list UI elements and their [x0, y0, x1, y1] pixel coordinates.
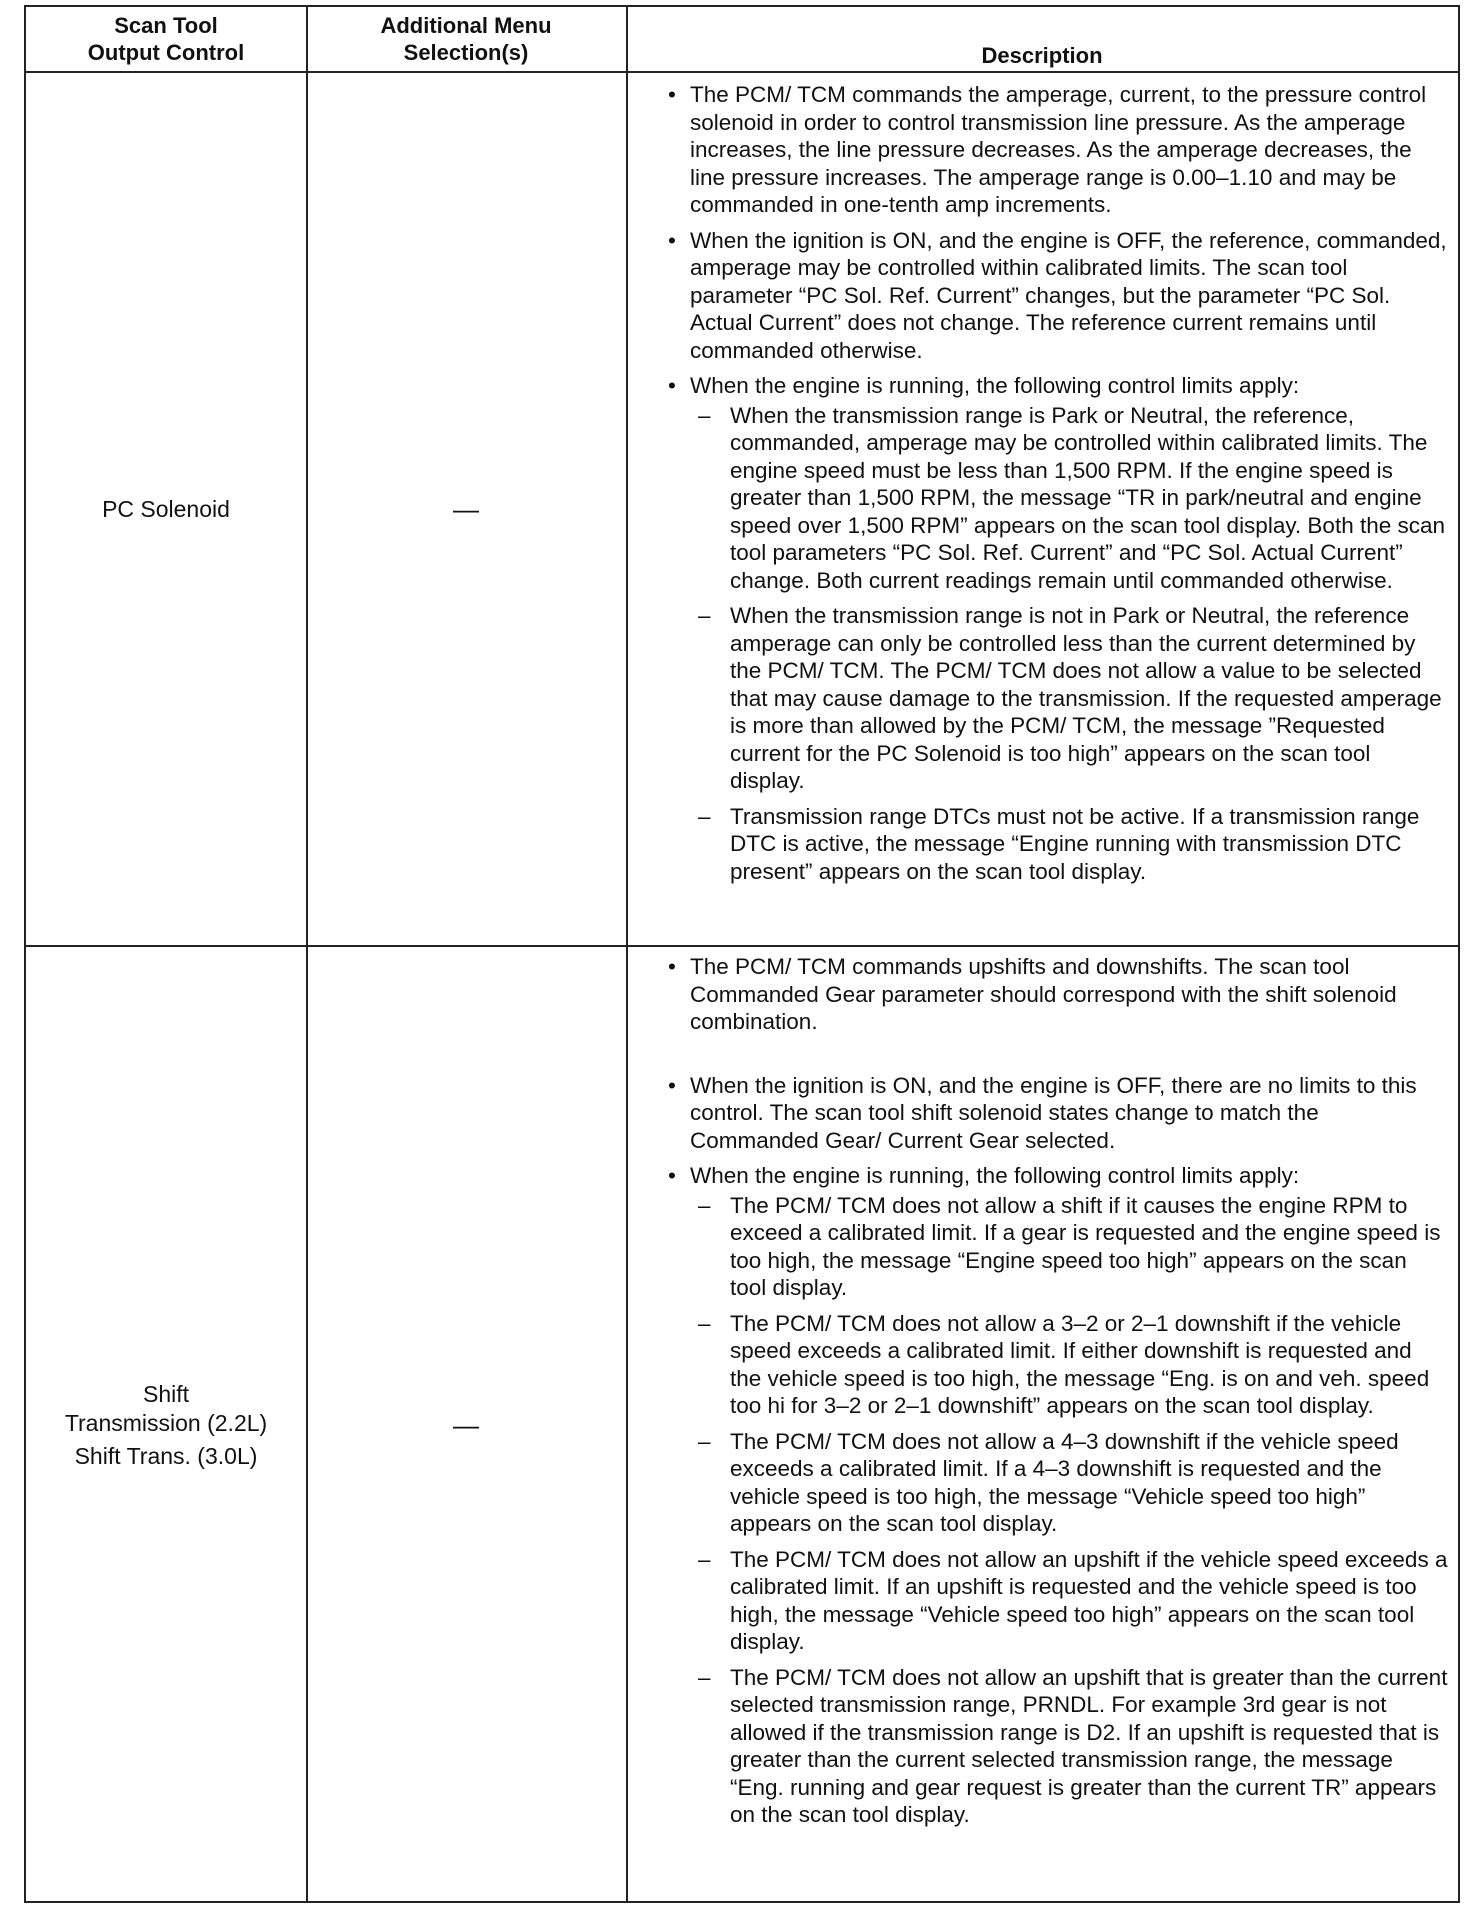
row1-sub-1-text: When the transmission range is Park or Neutral, the reference, commanded, amperage may be controlled within calibrated limits. The engine speed must be less than 1,500 RPM. If the engine speed is greater than 1,500 RPM, the message “TR in park/neutral and engine speed over 1,500 RPM” appears on the scan tool display. Both the scan tool parameters “PC Sol. Ref. Current” and “PC Sol. Actual Current” change. Both current readings remain until commanded otherwise. — [730, 402, 1446, 593]
row2-control-line1: Shift — [142, 1380, 190, 1407]
row1-bullet-1-text: The PCM/ TCM commands the amperage, current, to the pressure control solenoid in order to control transmission line pressure. As the amperage increases, the line pressure decreases. As the amperage decreases, the line pressure increases. The amperage range is 0.00–1.10 and may be commanded in one-tenth amp increments. — [690, 82, 1427, 217]
row2-sub-5-text: The PCM/ TCM does not allow an upshift that is greater than the current selected transmission range, PRNDL. For example 3rd gear is not allowed if the transmission range is D2. If an upshift is requested that is greater than the current selected transmission range, the message “Eng. running and gear request is greater than the current TR” appears on the scan tool display. — [730, 1664, 1448, 1827]
row2-sub-4-text: The PCM/ TCM does not allow an upshift if the vehicle speed exceeds a calibrated limit. If an upshift is requested and the vehicle speed is too high, the message “Vehicle speed too high” appears on the scan tool display. — [730, 1546, 1448, 1654]
row1-description-cell — [654, 81, 1448, 893]
bullet-glyph: • — [668, 954, 676, 979]
header-col1-line1: Scan Tool — [114, 13, 218, 38]
row2-sub-4 — [690, 1546, 1448, 1656]
bullet-glyph: • — [668, 1072, 676, 1098]
row1-control-name: PC Solenoid — [102, 495, 230, 522]
row1-bullet-2-text: When the ignition is ON, and the engine is OFF, the reference, commanded, amperage may be controlled within calibrated limits. The scan tool parameter “PC Sol. Ref. Current” changes, but the parameter “PC Sol. Actual Current” does not change. The reference current remains until commanded otherwise. — [690, 227, 1447, 363]
bullet-glyph: • — [668, 373, 676, 398]
dash-glyph: – — [698, 1664, 711, 1690]
header-col1-line2: Output Control — [87, 40, 245, 65]
row1-bullet-3 — [654, 372, 1448, 400]
row1-sub-2 — [690, 602, 1448, 795]
row1-sub-1 — [690, 402, 1448, 595]
row2-sub-2-text: The PCM/ TCM does not allow a 3–2 or 2–1 downshift if the vehicle speed exceeds a calibrated limit. If either downshift is requested and the vehicle speed is too high, the message “Eng. is on and veh. speed too hi for 3–2 or 2–1 downshift” appears on the scan tool display. — [730, 1310, 1430, 1418]
bullet-glyph: • — [668, 227, 676, 253]
dash-glyph: – — [698, 402, 711, 428]
row1-bullet-2 — [654, 227, 1448, 365]
row2-bullet-2 — [654, 1072, 1448, 1155]
row2-sub-1-text: The PCM/ TCM does not allow a shift if it causes the engine RPM to exceed a calibrated limit. If a gear is requested and the engine speed is too high, the message “Engine speed too high” appears on the scan tool display. — [730, 1192, 1441, 1300]
header-description-label: Description — [981, 43, 1103, 68]
dash-glyph: – — [698, 803, 711, 829]
row2-menu-cell — [306, 947, 626, 1903]
dash-glyph: – — [698, 1546, 711, 1572]
row2-control-line2: Transmission (2.2L) — [64, 1409, 268, 1436]
row2-menu-value: — — [453, 1409, 479, 1440]
row2-bullet-3-text: When the engine is running, the following control limits apply: — [690, 1163, 1300, 1188]
scan-tool-output-control-table — [24, 5, 1460, 1903]
header-scan-tool-output-control — [26, 7, 306, 71]
dash-glyph: – — [698, 1192, 711, 1218]
column-divider-2 — [626, 7, 628, 1901]
dash-glyph: – — [698, 1310, 711, 1336]
row2-bullet-1 — [654, 953, 1448, 1036]
row1-sub-3 — [690, 803, 1448, 886]
row2-sub-3-text: The PCM/ TCM does not allow a 4–3 downshift if the vehicle speed exceeds a calibrated limit. If a 4–3 downshift is requested and the vehicle speed is too high, the message “Vehicle speed too high” appears on the scan tool display. — [730, 1428, 1399, 1536]
row2-bullet-1-text: The PCM/ TCM commands upshifts and downshifts. The scan tool Commanded Gear parameter should correspond with the shift solenoid combination. — [690, 954, 1397, 1034]
bullet-glyph: • — [668, 1163, 676, 1188]
row2-sub-1 — [690, 1192, 1448, 1302]
row1-bullet-3-text: When the engine is running, the following control limits apply: — [690, 373, 1300, 398]
row1-menu-value: — — [453, 493, 479, 524]
row2-control-cell — [26, 947, 306, 1903]
row1-control-cell — [26, 73, 306, 945]
row1-bullet-1 — [654, 81, 1448, 219]
dash-glyph: – — [698, 603, 711, 628]
row2-control-line3: Shift Trans. (3.0L) — [74, 1442, 258, 1469]
dash-glyph: – — [698, 1428, 711, 1454]
row2-bullet-3 — [654, 1162, 1448, 1190]
row1-sub-2-text: When the transmission range is not in Park or Neutral, the reference amperage can only be controlled less than the current determined by the PCM/ TCM. The PCM/ TCM does not allow a value to be selected that may cause damage to the transmission. If the requested amperage is more than allowed by the PCM/ TCM, the message ”Requested current for the PC Solenoid is too high” appears on the scan tool display. — [730, 603, 1442, 793]
header-col2-line1: Additional Menu — [380, 13, 552, 38]
bullet-glyph: • — [668, 82, 676, 107]
row1-menu-cell — [306, 73, 626, 945]
row2-description-cell — [654, 953, 1448, 1837]
row2-bullet-2-text: When the ignition is ON, and the engine is OFF, there are no limits to this control. The scan tool shift solenoid states change to match the Commanded Gear/ Current Gear selected. — [690, 1072, 1417, 1153]
row1-sub-3-text: Transmission range DTCs must not be active. If a transmission range DTC is active, the message “Engine running with transmission DTC present” appears on the scan tool display. — [730, 803, 1420, 884]
row2-sub-3 — [690, 1428, 1448, 1538]
row2-sub-2 — [690, 1310, 1448, 1420]
header-col2-line2: Selection(s) — [403, 40, 529, 65]
header-additional-menu-selections — [306, 7, 626, 71]
row2-sub-5 — [690, 1664, 1448, 1829]
header-description — [626, 7, 1458, 71]
